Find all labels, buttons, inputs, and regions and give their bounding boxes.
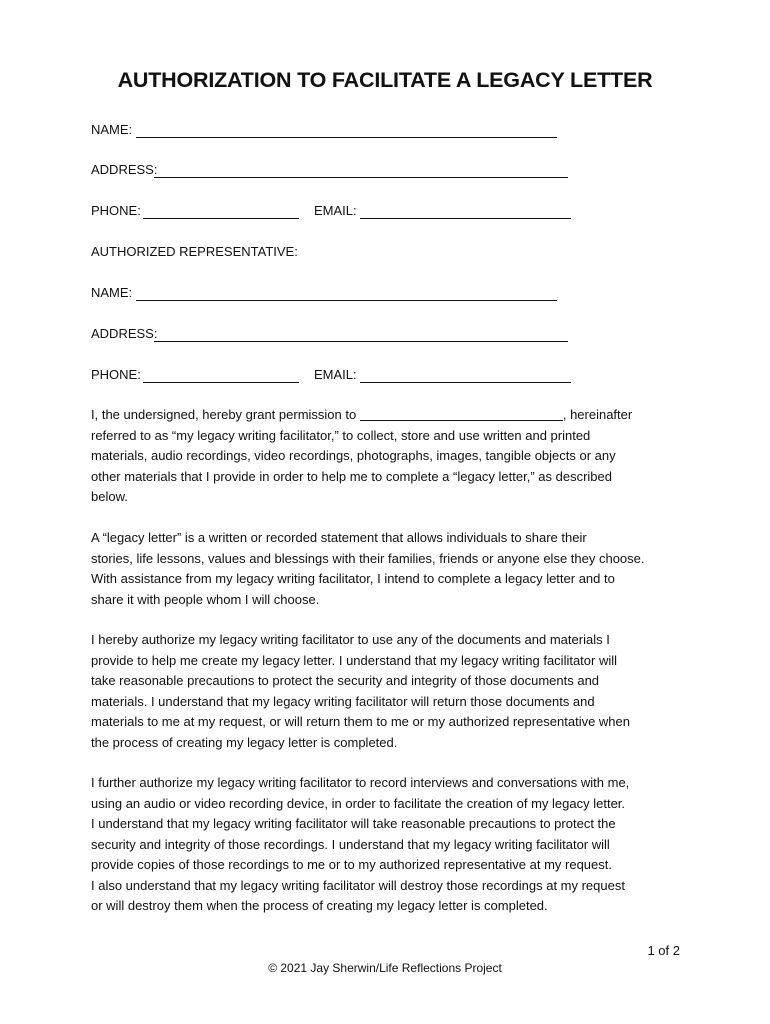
paragraph-line: I hereby authorize my legacy writing facilitator to use any of the documents and materials I xyxy=(91,632,610,647)
recordings-authorization-paragraph xyxy=(91,773,691,917)
applicant-phone-label: PHONE: xyxy=(91,203,141,218)
paragraph-line: using an audio or video recording device, in order to facilitate the creation of my legacy letter. xyxy=(91,795,626,811)
facilitator-name-field[interactable] xyxy=(360,407,563,421)
paragraph-line: take reasonable precautions to protect the security and integrity of those documents and xyxy=(91,673,600,688)
rep-name-field[interactable] xyxy=(136,287,557,301)
applicant-phone-field[interactable] xyxy=(143,205,299,219)
applicant-email-field[interactable] xyxy=(360,205,571,219)
rep-phone-field[interactable] xyxy=(143,369,299,383)
paragraph-line: I understand that my legacy writing facilitator will take reasonable precautions to protect the xyxy=(91,816,616,831)
paragraph-line: provide copies of those recordings to me or to my authorized representative at my request. xyxy=(91,857,612,872)
paragraph-line: provide to help me create my legacy letter. I understand that my legacy writing facilitator will xyxy=(91,652,618,668)
applicant-name-row xyxy=(91,122,132,138)
paragraph-line: share it with people whom I will choose. xyxy=(91,591,320,607)
paragraph-line: other materials that I provide in order to help me to complete a “legacy letter,” as described xyxy=(91,468,612,484)
permission-text-start: I, the undersigned, hereby grant permission to xyxy=(91,407,357,422)
authorized-representative-heading: AUTHORIZED REPRESENTATIVE: xyxy=(91,244,298,259)
applicant-email-label: EMAIL: xyxy=(314,203,357,218)
applicant-address-label: ADDRESS: xyxy=(91,162,158,177)
paragraph-line: stories, life lessons, values and blessings with their families, friends or anyone else they choose. xyxy=(91,550,645,566)
paragraph-line: materials, audio recordings, video recordings, photographs, images, tangible objects or any xyxy=(91,448,616,463)
documents-authorization-paragraph xyxy=(91,630,691,753)
document-title: AUTHORIZATION TO FACILITATE A LEGACY LETTER xyxy=(117,68,653,92)
paragraph-line: referred to as “my legacy writing facilitator,” to collect, store and use written and printed xyxy=(91,427,591,443)
rep-phone-label: PHONE: xyxy=(91,367,141,382)
paragraph-line: A “legacy letter” is a written or recorded statement that allows individuals to share their xyxy=(91,530,587,545)
paragraph-line: or will destroy them when the process of creating my legacy letter is completed. xyxy=(91,898,548,913)
applicant-address-row xyxy=(91,162,157,178)
rep-email-field[interactable] xyxy=(360,369,571,383)
applicant-email-row xyxy=(314,203,357,219)
paragraph-line: materials to me at my request, or will return them to me or my authorized representative when xyxy=(91,714,630,729)
permission-first-line xyxy=(91,405,691,426)
applicant-name-label: NAME: xyxy=(91,122,133,137)
paragraph-line: I further authorize my legacy writing facilitator to record interviews and conversations with me, xyxy=(91,775,630,790)
rep-name-label: NAME: xyxy=(91,285,133,300)
permission-text-end: , hereinafter xyxy=(562,407,633,422)
paragraph-line: below. xyxy=(91,489,128,504)
rep-phone-row xyxy=(91,367,141,383)
rep-address-row xyxy=(91,326,157,342)
applicant-phone-row xyxy=(91,203,141,219)
applicant-address-field[interactable] xyxy=(154,164,568,178)
page-number: 1 of 2 xyxy=(647,943,680,958)
rep-email-row xyxy=(314,367,357,383)
paragraph-line: With assistance from my legacy writing facilitator, I intend to complete a legacy letter and to xyxy=(91,571,615,586)
rep-address-label: ADDRESS: xyxy=(91,326,158,341)
permission-paragraph xyxy=(91,405,691,508)
paragraph-line: I also understand that my legacy writing facilitator will destroy those recordings at my request xyxy=(91,877,625,893)
copyright-footer: © 2021 Jay Sherwin/Life Reflections Project xyxy=(268,961,502,975)
rep-name-row xyxy=(91,285,132,301)
rep-email-label: EMAIL: xyxy=(314,367,357,382)
paragraph-line: security and integrity of those recordings. I understand that my legacy writing facilitator will xyxy=(91,836,610,852)
legacy-letter-definition-paragraph xyxy=(91,528,691,610)
paragraph-line: materials. I understand that my legacy writing facilitator will return those documents and xyxy=(91,693,595,709)
paragraph-line: the process of creating my legacy letter is completed. xyxy=(91,734,398,750)
applicant-name-field[interactable] xyxy=(136,124,557,138)
rep-address-field[interactable] xyxy=(154,328,568,342)
